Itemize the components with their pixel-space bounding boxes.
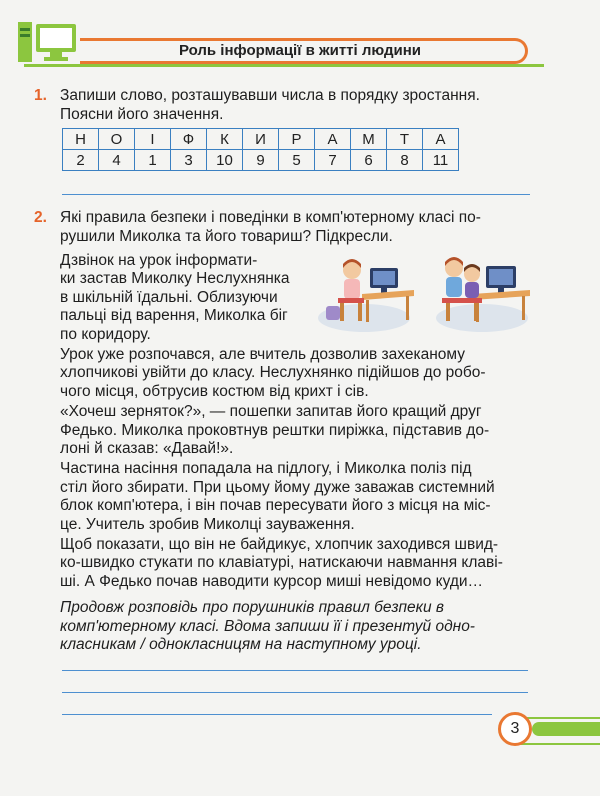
- task-text: [60, 86, 560, 124]
- numbers-row: [63, 150, 459, 171]
- task-text: [60, 208, 566, 246]
- number-cell: 9: [243, 150, 279, 171]
- story-line: блок комп'ютера, і він почав пересувати його з місця на міс-: [60, 497, 491, 515]
- task-line: Які правила безпеки і поведінки в комп'ютерному класі по-: [60, 209, 481, 226]
- story-line: хлопчикові увійти до класу. Неслухнянко підійшов до робо-: [60, 364, 486, 382]
- task-line: Запиши слово, розташувавши числа в порядку зростання.: [60, 87, 480, 104]
- story-line: ки застав Миколку Неслухнянка: [60, 270, 290, 288]
- page-number: 3: [498, 712, 532, 746]
- letters-row: [63, 129, 459, 150]
- number-cell: 11: [423, 150, 459, 171]
- story-paragraph: [60, 460, 532, 534]
- letter-cell: А: [315, 129, 351, 150]
- task-line: рушили Миколка та його товариш? Підкресли.: [60, 228, 393, 245]
- number-cell: 5: [279, 150, 315, 171]
- story-line: Урок уже розпочався, але вчитель дозволив захеканому: [60, 346, 465, 363]
- letter-cell: І: [135, 129, 171, 150]
- story-line: Дзвінок на урок інформати-: [60, 252, 258, 269]
- number-cell: 2: [63, 150, 99, 171]
- number-cell: 4: [99, 150, 135, 171]
- story-line: Щоб показати, що він не байдикує, хлопчик заходився швид-: [60, 536, 499, 554]
- answer-line[interactable]: [62, 692, 528, 693]
- story-line: стіл його збирати. При цьому йому дуже заважав системний: [60, 478, 495, 496]
- letter-cell: И: [243, 129, 279, 150]
- computer-icon: [18, 18, 80, 64]
- story-paragraph: [60, 536, 532, 591]
- story-line: пальці від варення, Миколка біг: [60, 307, 288, 325]
- task-number: 1.: [34, 87, 47, 104]
- letter-cell: К: [207, 129, 243, 150]
- story-line: в шкільній їдальні. Облизуючи: [60, 288, 278, 306]
- task-number: 2.: [34, 209, 47, 226]
- letter-cell: Ф: [171, 129, 207, 150]
- story-body: [60, 346, 532, 655]
- story-line: чого місця, обтрусив костюм від крихт і сів.: [60, 382, 369, 400]
- number-cell: 6: [351, 150, 387, 171]
- letter-cell: М: [351, 129, 387, 150]
- number-cell: 7: [315, 150, 351, 171]
- child-at-computer-illustration: [318, 252, 418, 332]
- story-intro: [60, 252, 312, 344]
- answer-line[interactable]: [62, 194, 530, 195]
- letter-cell: Р: [279, 129, 315, 150]
- header-underline: [24, 64, 544, 67]
- story-line: ко-швидко стукати по клавіатурі, натискаючи навмання клаві-: [60, 554, 503, 572]
- children-at-computer-illustration: [432, 252, 532, 332]
- story-line: «Хочеш зерняток?», — пошепки запитав його кращий друг: [60, 403, 482, 421]
- assignment-text: [60, 599, 532, 654]
- story-line: лоні й сказав: «Давай!».: [60, 440, 234, 458]
- page-number-bar: [532, 722, 600, 736]
- letter-cell: А: [423, 129, 459, 150]
- story-line: це. Учитель зробив Миколці зауваження.: [60, 515, 355, 533]
- cipher-table: [62, 128, 459, 171]
- letter-cell: Н: [63, 129, 99, 150]
- number-cell: 3: [171, 150, 207, 171]
- story-line: ші. А Федько почав наводити курсор миші невідомо куди…: [60, 572, 484, 590]
- number-cell: 8: [387, 150, 423, 171]
- story-line: класникам / однокласницям на наступному уроці.: [60, 636, 422, 654]
- number-cell: 10: [207, 150, 243, 171]
- letter-cell: О: [99, 129, 135, 150]
- story-paragraph: [60, 346, 532, 401]
- story-line: комп'ютерному класі. Вдома запиши її і презентуй одно-: [60, 617, 475, 635]
- letter-cell: Т: [387, 129, 423, 150]
- story-paragraph: [60, 403, 532, 458]
- story-line: Продовж розповідь про порушників правил безпеки в: [60, 599, 445, 617]
- answer-line[interactable]: [62, 714, 492, 715]
- story-line: Частина насіння попадала на підлогу, і Миколка поліз під: [60, 460, 472, 478]
- answer-line[interactable]: [62, 670, 528, 671]
- story-line: Федько. Миколка проковтнув рештки пиріжка, підставив до-: [60, 421, 490, 439]
- number-cell: 1: [135, 150, 171, 171]
- task-line: Поясни його значення.: [60, 106, 224, 123]
- story-line: по коридору.: [60, 325, 151, 343]
- page-title: Роль інформації в житті людини: [178, 42, 422, 59]
